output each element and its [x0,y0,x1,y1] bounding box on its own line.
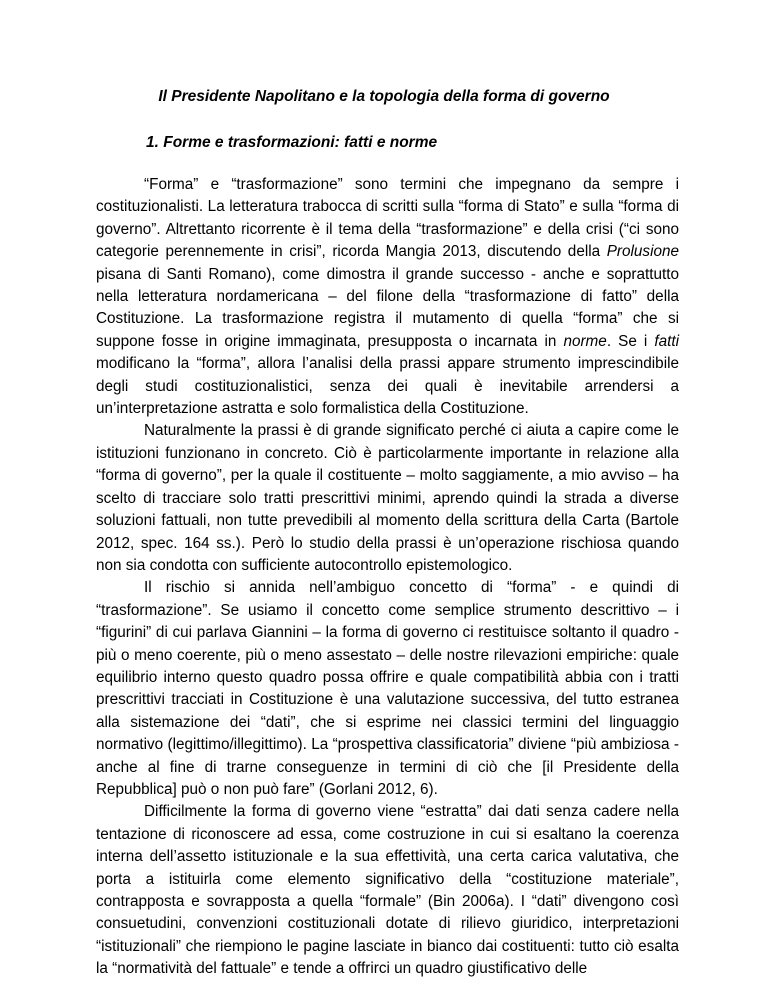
text-run-italic: norme [563,332,607,350]
text-run: “Forma” e “trasformazione” sono termini che impegnano da sempre i costituzionalisti. La letteratura trabocca di scritti sulla “forma di Stato” e sulla “forma di governo”. Altrettanto ricorrente è il tema della “trasformazione” e della crisi (“ci sono categorie perennemente in crisi”, ricorda Mangia 2013, discutendo della [96,176,679,261]
paragraph-1 [96,174,679,420]
document-title: Il Presidente Napolitano e la topologia della forma di governo [158,88,610,105]
text-run: Il rischio si annida nell’ambiguo concetto di “forma” - e quindi di “trasformazione”. Se usiamo il concetto come semplice strumento descrittivo – i “figurini” di cui parlava Giannini – la forma di governo ci restituisce soltanto il quadro - più o meno coerente, più o meno assestato – delle nostre rilevazioni empiriche: quale equilibrio interno questo quadro possa offrire e quale compatibilità abbia con i tratti prescrittivi tracciati in Costituzione è una valutazione successiva, del tutto estranea alla sistemazione dei “dati”, che si esprime nei classici termini del linguaggio normativo (legittimo/illegittimo). La “prospettiva classificatoria” diviene “più ambiziosa - anche al fine di trarne conseguenze in termini di ciò che [il Presidente della Repubblica] può o non può fare” (Gorlani 2012, 6). [96,579,679,798]
text-run: modificano la “forma”, allora l’analisi della prassi appare strumento imprescindibile degli studi costituzionalistici, senza dei quali è inevitabile arrendersi a un’interpretazione astratta e solo formalistica della Costituzione. [96,355,679,418]
paragraph-3 [96,577,679,801]
text-run: pisana di Santi Romano), come dimostra il grande successo - anche e soprattutto nella letteratura nordamericana – del filone della “trasformazione di fatto” della Costituzione. La trasformazione registra il mutamento di quella “forma” che si suppone fosse in origine immaginata, presupposta o incarnata in [96,265,679,350]
paragraph-2 [96,420,679,577]
text-run: Naturalmente la prassi è di grande significato perché ci aiuta a capire come le istituzioni funzionano in concreto. Ciò è particolarmente importante in relazione alla “forma di governo”, per la quale il costituente – molto saggiamente, a mio avviso – ha scelto di tracciare solo tratti prescrittivi minimi, aprendo quindi la strada a diverse soluzioni fattuali, non tutte prevedibili al momento della scrittura della Carta (Bartole 2012, spec. 164 ss.). Però lo studio della prassi è un’operazione rischiosa quando non sia condotta con sufficiente autocontrollo epistemologico. [96,422,679,574]
text-run: Difficilmente la forma di governo viene “estratta” dai dati senza cadere nella tentazione di riconoscere ad essa, come costruzione in cui si esaltano la coerenza interna dell’assetto istituzionale e la sua effettività, una certa carica valutativa, che porta a istituirla come elemento significativo della “costituzione materiale”, contrapposta e sovrapposta a quella “formale” (Bin 2006a). I “dati” divengono così consuetudini, convenzioni costituzionali dotate di rilievo giuridico, interpretazioni “istituzionali” che riempiono le pagine lasciate in bianco dai costituenti: tutto ciò esalta la “normatività del fattuale” e tende a offrirci un quadro giustificativo delle [96,803,679,978]
text-run-italic: fatti [654,332,679,350]
section-heading: 1. Forme e trasformazioni: fatti e norme [146,134,438,151]
text-run-italic: Prolusione [606,243,679,261]
body-text [96,174,679,981]
paragraph-4 [96,801,679,980]
text-run: . Se i [606,332,655,350]
